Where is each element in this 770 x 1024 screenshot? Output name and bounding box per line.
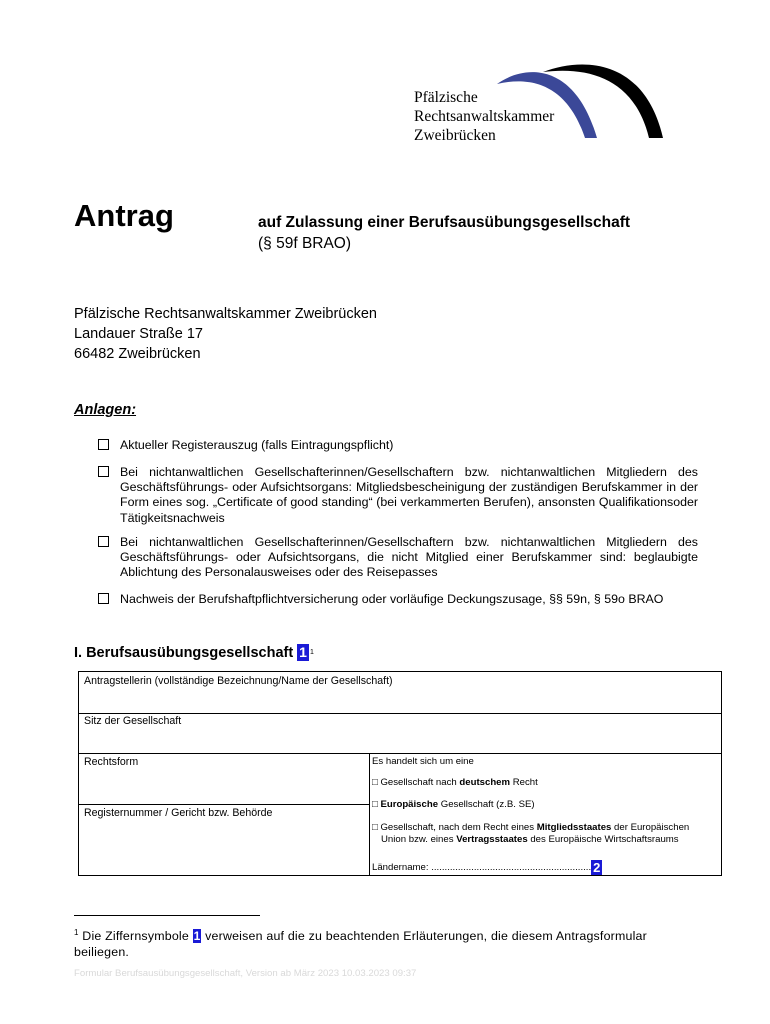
anlage-text: Nachweis der Berufshaftpflichtversicherung oder vorläufige Deckungszusage, §§ 59n, § 59o BRAO [120, 592, 664, 606]
anlage-checkbox-3[interactable] [98, 536, 109, 547]
logo-line-1: Pfälzische [414, 89, 478, 106]
section-heading [74, 644, 314, 661]
antragstellerin-field[interactable]: Antragstellerin (vollständige Bezeichnung/Name der Gesellschaft) [84, 675, 393, 687]
anlage-text: Bei nichtanwaltlichen Gesellschafterinnen/Gesellschaftern bzw. nichtanwaltlichen Mitgliedern des Geschäftsführungs- oder Aufsichtsorgans: Mitgliedsbescheinigung der zuständigen Berufskammer in der Form eines sog. „Certificate of good standing“ (bei verkammerten Berufen), ansonsten Qualifikationsoder Tätigkeitsnachweis [120, 465, 698, 525]
company-type-intro: Es handelt sich um eine [372, 756, 474, 767]
page-subtitle: auf Zulassung einer Berufsausübungsgesellschaft [258, 214, 631, 231]
address-line-2: Landauer Straße 17 [74, 326, 203, 342]
logo-line-3: Zweibrücken [414, 127, 496, 144]
footnote-number: 1 [74, 928, 79, 937]
explanation-marker-2[interactable]: 2 [593, 860, 601, 875]
sitz-field[interactable]: Sitz der Gesellschaft [84, 715, 182, 727]
option-european-company[interactable]: □ Europäische Gesellschaft (z.B. SE) [372, 799, 535, 810]
page-footer: Formular Berufsausübungsgesellschaft, Version ab März 2023 10.03.2023 09:37 [74, 968, 417, 979]
row-divider [79, 804, 369, 805]
explanation-marker-1[interactable]: 1 [299, 644, 307, 660]
anlage-item [98, 438, 698, 453]
company-form-table [78, 671, 722, 876]
option-member-state[interactable]: □ Gesellschaft, nach dem Recht eines Mitgliedsstaates der Europäischen [372, 822, 690, 833]
footnote-marker: 1 [193, 929, 201, 944]
footnote: $^1$ Die Ziffernsymbole 1 verweisen auf die zu beachtenden Erläuterungen, die diesem Antragsformular beiliegen. [74, 928, 647, 960]
logo-black-arc [543, 64, 663, 138]
laendername-field[interactable]: Ländername: ............................................................ 2 [372, 860, 601, 875]
address-line-3: 66482 Zweibrücken [74, 346, 201, 362]
logo-line-2: Rechtsanwaltskammer [414, 108, 555, 125]
option-member-state-cont: Union bzw. eines Vertragsstaates des Europäische Wirtschaftsraums [381, 834, 679, 845]
option-german-law[interactable]: □ Gesellschaft nach deutschem Recht [372, 777, 538, 788]
row-divider [79, 713, 721, 714]
page-subtitle-law: (§ 59f BRAO) [258, 235, 352, 252]
anlagen-heading: Anlagen: [74, 402, 137, 418]
anlage-item [98, 465, 698, 526]
address-line-1: Pfälzische Rechtsanwaltskammer Zweibrücken [74, 306, 377, 322]
anlage-item [98, 535, 698, 581]
column-divider [369, 753, 370, 875]
footnote-reference: 1 [309, 649, 314, 656]
chamber-logo-arcs-icon [495, 62, 665, 142]
anlage-checkbox-1[interactable] [98, 439, 109, 450]
page-title: Antrag [74, 198, 174, 233]
registernummer-field[interactable]: Registernummer / Gericht bzw. Behörde [84, 807, 273, 819]
anlage-checkbox-2[interactable] [98, 466, 109, 477]
anlage-checkbox-4[interactable] [98, 593, 109, 604]
section-title: I. Berufsausübungsgesellschaft [74, 644, 294, 661]
anlage-text: Aktueller Registerauszug (falls Eintragungspflicht) [120, 438, 394, 452]
anlage-text: Bei nichtanwaltlichen Gesellschafterinnen/Gesellschaftern bzw. nichtanwaltlichen Mitgliedern des Geschäftsführungs- oder Aufsichtsorgans, die nicht Mitglied einer Berufskammer sind: beglaubigte Ablichtung des Personalausweises oder des Reisepasses [120, 535, 698, 580]
anlage-item [98, 592, 698, 607]
row-divider [79, 753, 721, 754]
footnote-rule [74, 915, 260, 916]
logo-blue-arc [497, 72, 597, 138]
rechtsform-field[interactable]: Rechtsform [84, 756, 139, 768]
